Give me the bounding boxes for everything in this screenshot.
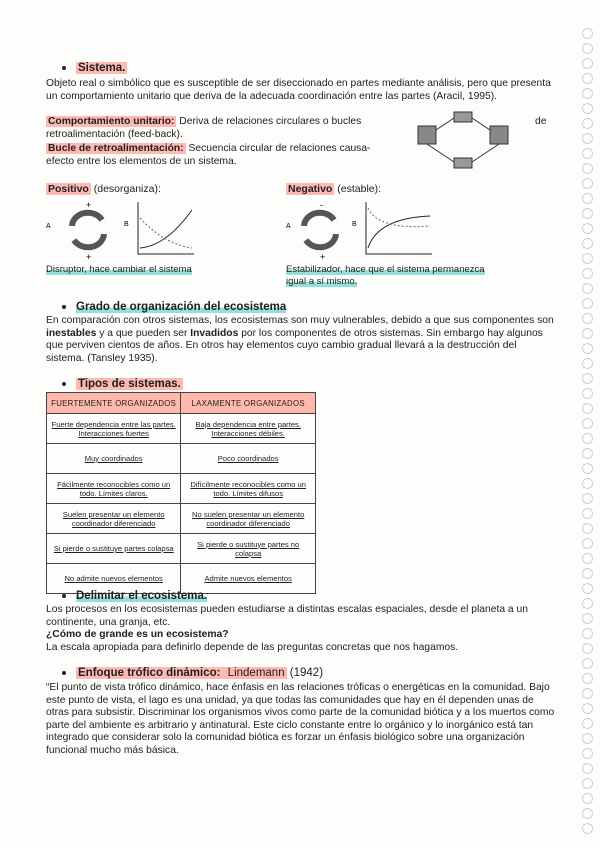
heading-text: Tipos de sistemas.	[78, 378, 181, 390]
ring-icon	[582, 133, 593, 144]
positive-label: Positivo	[48, 183, 89, 195]
ring-icon	[582, 298, 593, 309]
ring-icon	[582, 343, 593, 354]
loop-box-bottom	[454, 158, 472, 168]
bucle-term: Bucle de retroalimentación:	[48, 143, 184, 154]
ring-icon	[582, 793, 593, 804]
table-row	[47, 564, 316, 594]
grado-text-3: por los componentes de otros sistemas. Sin embargo hay algunos que perviven cientos de años. En otros hay elementos cuyo cambio gradual llevará a la destrucción del sistema. (Tansley 1935).	[46, 327, 543, 364]
ring-icon	[582, 193, 593, 204]
ring-icon	[582, 223, 593, 234]
grado-inestables: inestables	[46, 327, 97, 339]
cell-laxamente	[181, 504, 316, 534]
cell-text: Suelen presentar un elemento coordinador diferenciado	[62, 509, 165, 528]
bucle-body: Secuencia circular de relaciones causa-efecto entre los elementos de un sistema.	[46, 143, 371, 167]
ring-icon	[582, 463, 593, 474]
bullet-icon	[62, 382, 66, 386]
systems-table	[46, 392, 316, 594]
bullet-icon	[62, 66, 66, 70]
table-row	[47, 444, 316, 474]
table-row	[47, 534, 316, 564]
ring-icon	[582, 283, 593, 294]
ring-icon	[582, 253, 593, 264]
heading-text: Delimitar el ecosistema.	[76, 590, 208, 602]
heading-grado	[62, 301, 286, 313]
ring-icon	[582, 763, 593, 774]
bullet-icon	[62, 594, 66, 598]
feedback-loop-figure	[410, 110, 520, 176]
positive-curve-up	[140, 210, 192, 248]
cell-fuertemente	[47, 564, 181, 594]
ring-icon	[582, 73, 593, 84]
cell-text: Si pierde o sustituye partes no colapsa	[197, 539, 300, 558]
ring-icon	[582, 778, 593, 789]
ring-icon	[582, 583, 593, 594]
loop-box-right	[490, 126, 508, 144]
table-row	[47, 504, 316, 534]
positive-arc-top	[72, 213, 102, 226]
heading-tipos	[62, 378, 183, 390]
ring-icon	[582, 418, 593, 429]
ring-icon	[582, 58, 593, 69]
ring-icon	[582, 688, 593, 699]
ring-icon	[582, 748, 593, 759]
ring-icon	[582, 598, 593, 609]
delimitar-answer: La escala apropiada para definirlo depende de las preguntas concretas que nos hagamos.	[46, 642, 459, 653]
ring-icon	[582, 658, 593, 669]
de-word: de	[535, 116, 547, 127]
ring-icon	[582, 118, 593, 129]
ring-icon	[582, 448, 593, 459]
enfoque-author: Lindemann	[224, 667, 285, 679]
positive-b-label: B	[124, 221, 129, 228]
negative-a-label: A	[286, 223, 291, 230]
ring-icon	[582, 388, 593, 399]
negative-arc-top	[304, 213, 334, 226]
ring-icon	[582, 628, 593, 639]
table-header-fuertemente: FUERTEMENTE ORGANIZADOS	[47, 393, 181, 414]
table-row	[47, 414, 316, 444]
loop-box-top	[454, 112, 472, 122]
negative-caption-text: Estabilizador, hace que el sistema permanezca igual a sí mismo.	[286, 264, 485, 287]
grado-invadidos: Invadidos	[190, 327, 239, 339]
positive-plus-bottom: +	[86, 252, 92, 262]
positive-caption-text: Disruptor, hace cambiar el sistema	[46, 264, 192, 275]
negative-arc-bottom	[306, 234, 336, 247]
positive-arc-bottom	[74, 234, 104, 247]
ring-icon	[582, 178, 593, 189]
enfoque-text: “El punto de vista trófico dinámico, hace énfasis en las relaciones tróficas o energéticas en la comunidad. Bajo este punto de vista, el lago es una unidad, ya que todas las comunidades que hay en él dependen unas de otras para subsistir. Discriminar los organismos vivos como parte de la comunidad biótica y a los muertos como parte del ambiente es arbitrario y antinatural. Este ciclo constante entre lo orgánico y lo inorgánico está tan integrado que considerar solo la comunidad biótica es forzar un énfasis biológico sobre una organización funcional mucho más básica.	[46, 682, 555, 756]
comportamiento-body: Deriva de relaciones circulares o bucles	[176, 116, 362, 127]
negative-b-label: B	[352, 221, 357, 228]
cell-text: Fuerte dependencia entre las partes. Interacciones fuertes	[51, 419, 176, 438]
cell-text: Admite nuevos elementos	[204, 574, 292, 583]
table-header-laxamente: LAXAMENTE ORGANIZADOS	[181, 393, 316, 414]
heading-delimitar	[62, 590, 207, 602]
positive-loop-graphic	[46, 198, 206, 262]
ring-icon	[582, 103, 593, 114]
cell-text: Muy coordinados	[84, 454, 143, 463]
enfoque-year: (1942)	[286, 667, 324, 679]
ring-icon	[582, 568, 593, 579]
cell-fuertemente	[47, 474, 181, 504]
ring-icon	[582, 613, 593, 624]
cell-fuertemente	[47, 414, 181, 444]
ring-icon	[582, 358, 593, 369]
positive-curve-down	[140, 218, 192, 248]
ring-icon	[582, 718, 593, 729]
table-row	[47, 474, 316, 504]
ring-icon	[582, 28, 593, 39]
bucle-text	[46, 143, 396, 168]
negative-paren: (estable):	[334, 183, 382, 195]
heading-sistema	[62, 62, 127, 74]
cell-text: Si pierde o sustituye partes colapsa	[53, 544, 174, 553]
delimitar-question: ¿Cómo de grande es un ecosistema?	[46, 629, 229, 640]
heading-text: Sistema.	[78, 62, 126, 74]
bullet-icon	[62, 671, 66, 675]
negative-axes	[366, 202, 432, 254]
bullet-icon	[62, 305, 66, 309]
heading-text: Grado de organización del ecosistema	[76, 301, 287, 313]
negative-plus-bottom: +	[320, 252, 326, 262]
ring-icon	[582, 823, 593, 834]
cell-laxamente	[181, 414, 316, 444]
negative-caption	[286, 264, 486, 287]
negative-heading	[286, 183, 381, 195]
ring-icon	[582, 493, 593, 504]
ring-icon	[582, 313, 593, 324]
grado-paragraph	[46, 315, 556, 365]
ring-icon	[582, 808, 593, 819]
positive-heading	[46, 183, 161, 195]
negative-minus-top: -	[320, 200, 323, 210]
ring-icon	[582, 163, 593, 174]
cell-text: Fácilmente reconocibles como un todo. Límites claros.	[57, 479, 171, 498]
ring-icon	[582, 508, 593, 519]
cell-fuertemente	[47, 504, 181, 534]
ring-icon	[582, 673, 593, 684]
negative-loop-graphic	[286, 198, 446, 262]
ring-icon	[582, 43, 593, 54]
comportamiento-text	[46, 116, 402, 129]
ring-icon	[582, 373, 593, 384]
cell-text: No suelen presentar un elemento coordinador diferenciado	[192, 509, 305, 528]
comportamiento-term: Comportamiento unitario:	[48, 116, 175, 127]
cell-text: Baja dependencia entre partes. Interacciones débiles.	[195, 419, 301, 438]
negative-label: Negativo	[288, 183, 333, 195]
ring-icon	[582, 553, 593, 564]
negative-curve-up	[368, 216, 430, 248]
ring-icon	[582, 328, 593, 339]
cell-text: Difícilmente reconocibles como un todo. Límites difusos	[190, 479, 306, 498]
positive-a-label: A	[46, 223, 51, 230]
positive-paren: (desorganiza):	[90, 183, 161, 195]
ring-icon	[582, 478, 593, 489]
cell-laxamente	[181, 444, 316, 474]
grado-text-2: y a que pueden ser	[96, 327, 191, 339]
loop-box-left	[418, 126, 436, 144]
cell-text: No admite nuevos elementos	[64, 574, 163, 583]
ring-icon	[582, 208, 593, 219]
ring-icon	[582, 268, 593, 279]
retroalimentacion-text: retroalimentación (feed-back).	[46, 129, 183, 140]
positive-plus-top: +	[86, 200, 92, 210]
ring-icon	[582, 148, 593, 159]
delimitar-text: Los procesos en los ecosistemas pueden estudiarse a distintas escalas espaciales, desde el planeta a un continente, una granja, etc.	[46, 604, 528, 628]
sistema-definition: Objeto real o simbólico que es susceptible de ser diseccionado en partes mediante análisis, pero que presenta un comportamiento unitario que deriva de la adecuada coordinación entre las partes (Aracil, 1995).	[46, 78, 551, 102]
ring-icon	[582, 238, 593, 249]
cell-fuertemente	[47, 534, 181, 564]
ring-icon	[582, 733, 593, 744]
ring-icon	[582, 643, 593, 654]
cell-text: Poco coordinados	[217, 454, 279, 463]
ring-icon	[582, 403, 593, 414]
cell-fuertemente	[47, 444, 181, 474]
cell-laxamente	[181, 534, 316, 564]
ring-icon	[582, 88, 593, 99]
positive-caption	[46, 264, 266, 276]
negative-curve-down	[368, 208, 430, 227]
ring-icon	[582, 538, 593, 549]
heading-enfoque	[62, 667, 323, 679]
ring-icon	[582, 523, 593, 534]
positive-axes	[138, 202, 194, 254]
ring-icon	[582, 703, 593, 714]
table-body	[47, 414, 316, 594]
cell-laxamente	[181, 474, 316, 504]
grado-text-1: En comparación con otros sistemas, los ecosistemas son muy vulnerables, debido a que sus componentes son	[46, 315, 554, 326]
notebook-rings	[582, 28, 594, 838]
cell-laxamente	[181, 564, 316, 594]
ring-icon	[582, 433, 593, 444]
loop-arrows	[427, 118, 499, 162]
heading-text: Enfoque trófico dinámico:	[78, 667, 221, 679]
